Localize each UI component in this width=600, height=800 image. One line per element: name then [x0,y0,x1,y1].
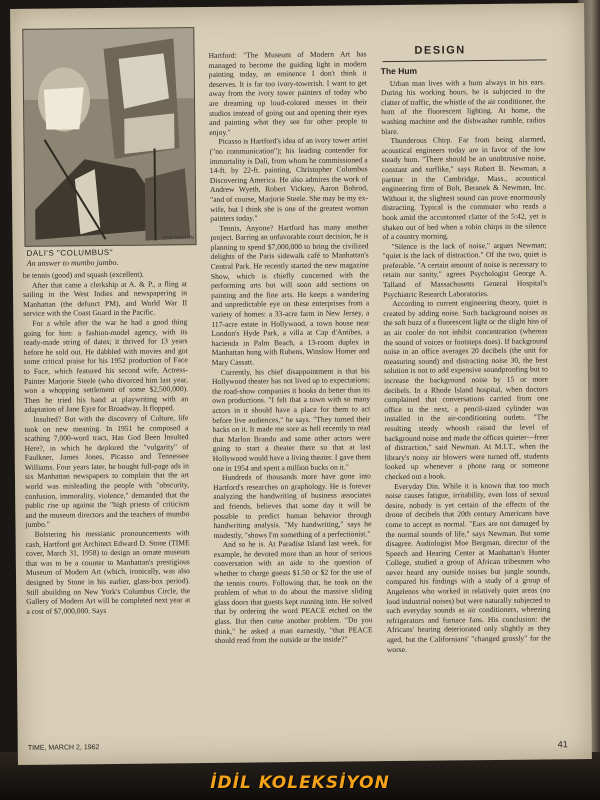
paragraph: Currently, his chief disappointment is that his Hollywood theater has not lived up to expectations; the road-show companies it books do better than its own productions. "I felt that a town with so many actors in it should have a place for them to act before live audiences," he says. "They turned their backs on it. It made me sore as hell recently to read that Marlon Brando and some other actors were going to start a theater there so that at last Hollywood would have a living theater. I gave them one in 1954 and spent a million bucks on it." [211,365,371,473]
dali-columbus-painting [22,27,196,247]
watermark-text: İDİL KOLEKSİYON [210,773,390,793]
column-2 [209,49,373,645]
section-rule [383,59,547,62]
paragraph: Picasso is Hartford's idea of an ivory tower artist ("no communication"); his leading contender for immortality is Dali, from whom he commissioned a 14-ft. by 22-ft. painting, Christopher Columbus Discovering America. He also admires the work of Andrew Wyeth, Robert Vickrey, Aaron Bohrod, "and of course, Marjorie Steele. She may be my ex-wife, but I think she is one of the greatest woman painters today." [209,135,369,224]
art-credit: DON MARTIN [162,235,195,242]
paragraph: Urban man lives with a hum always in his ears. During his working hours, he is subjected to the clatter of traffic, the whistle of the air conditioner, the hum of the fluorescent lighting. At home, the washing machine and the dishwasher rumble, radios blare. [380,77,546,136]
image-caption-title: DALI'S "COLUMBUS" [26,247,114,258]
paragraph: Tennis, Anyone? Hartford has many another project. Barring an unfavorable court decision, he is planning to spend $7,000,000 to bring the civilized delights of the Paris sidewalk café to Manhattan's Central Park. He recently started the new magazine Show, which is chiefly concerned with the performing arts but will soon add sections on painting and the fine arts. He keeps a wandering and unpredictable eye on these enterprises from a variety of homes: a 33-acre farm in New Jersey, a 117-acre estate in Hollywood, a town house near London's Hyde Park, a villa at Cap d'Antibes, a hacienda in Palm Beach, a 13-room duplex in Manhattan hung with Rubens, Winslow Homer and Mary Cassatt. [210,221,370,367]
footer-date: TIME, MARCH 2, 1962 [27,744,100,752]
painting-illustration [23,28,195,246]
paragraph: According to current engineering theory, quiet is created by adding noise. Such background noises as the soft buzz of a fluorescent light or the slight hiss of an air cooler do not inhibit concentration (whereas the sound of voices or footsteps does). If background noise in an office averages 20 decibels (the unit for measuring sound) and distracting noise 30, the best solution is not to add expensive soundproofing but to increase the background noise by 15 or more decibels. In a Rhode Island hospital, when doctors complained that conversations carried from one office to the next, a pencil-sized cylinder was installed in the air-conditioning outlets. "The resulting steady whoosh raised the level of background noise and made the offices quieter—freer of distraction," said Newman. At M.I.T., when the library's noisy air blowers were turned off, students looked up whenever a phone rang or someone checked out a book. [383,297,549,482]
paragraph: For a while after the war he had a good thing going for him: a fashion-model agency, with its ready-made string of dates; it thrived for 13 years before he sold out. He dabbled with movies and got some critical praise for his 1952 production of Face to Face, which featured his second wife, Actress-Painter Marjorie Steele (who divorced him last year, won a whopping settlement of some $2,500,000). Then he tried his hand at playwriting with an adaptation of Jane Eyre for Broadway. It flopped. [23,317,189,415]
paragraph: be tennis (good) and squash (excellent). [22,269,144,280]
article-title: The Hum [380,65,418,77]
paragraph: Thunderous Chirp. Far from being alarmed, acoustical engineers today are in favor of the low steady hum. "There should be an unobtrusive noise, constant and surflike," says Robert B. Newman, a partner in the Cambridge, Mass., acoustical engineering firm of Bolt, Beranek & Newman, Inc. Without it, the slightest sound can prove enormously distracting. Typical is the commuter who reads a book amid the accustomed clatter of the 5:42, yet is shaken out of bed when a robin chirps in the silence of a country morning. [381,134,547,242]
section-heading: DESIGN [414,44,466,57]
column-1 [23,269,191,616]
page-number: 41 [557,739,568,750]
page-footer [27,739,568,752]
image-caption-subtitle: An answer to mumbo jumbo. [26,257,119,268]
paragraph: Bolstering his messianic pronouncements with cash, Hartford got Architect Edward D. Stone (TIME cover, March 31, 1958) to design an ornate museum that was to be a counter to Manhattan's prestigious Museum of Modern Art (which, ironically, was also designed by Stone in his earlier, glass-box period). Still abuilding on New York's Columbus Circle, the Gallery of Modern Art will be completed next year at a cost of $7,000,000. Says [25,528,191,616]
column-3 [381,65,551,654]
paragraph: "Silence is the lack of noise," argues Newman; "quiet is the lack of distraction." Of the two, quiet is preferable. "A certain amount of noise is necessary to retain our sanity," agrees Psychologist George A. Talland of Massachusetts General Hospital's Psychiatric Research Laboratories. [382,240,548,299]
paragraph: Insulted? But with the discovery of Culture, life took on new meaning. In 1951 he composed a scathing 7,000-word tract, Has God Been Insulted Here?, in which he deplored the "vulgarity" of Faulkner, James Jones, Picasso and Tennessee Williams. Four years later, he bought full-page ads in six Manhattan newspapers to complain that the art world was misleading the people with "obscurity, confusion, immorality, violence," demanded that the public rise up against the "high priests of criticism and the museum directors and the teachers of mumbo jumbo." [24,413,190,530]
paragraph: Hundreds of thousands more have gone into Hartford's researches on graphology. He is forever analyzing the handwriting of business associates and friends, believes that some day it will be possible to predict human behavior through handwriting analysis. "My handwriting," says he modestly, "shows I'm something of a perfectionist." [213,471,372,540]
paragraph: And so he is. At Paradise Island last week, for example, he devoted more than an hour of serious conversation with an aide to the question of whether to charge guests $1.50 or $2 for the use of the tennis courts. Following that, he took on the problem of what to do about the massive sliding glass doors that guests kept running into. He solved that by ordering the word PEACE etched on the glass. But then came another problem. "Do you think," he asked a man earnestly, "that PEACE should read from the outside or the inside?" [213,538,373,646]
paragraph: Hartford: "The Museum of Modern Art has managed to become the guiding light in modern painting today, an eminence I don't think it deserves. It is far too ivory-towerish. I want to get away from the ivory tower painters of today who are dreaming up loud-colored messes in their studios instead of going out and opening their eyes and painting what they see for other people to enjoy." [208,49,368,137]
magazine-page [10,3,592,765]
paragraph: Everyday Din. While it is known that too much noise causes fatigue, irritability, even loss of sexual desire, nobody is yet certain of the effects of the drone of decibels that 20th century Americans have come to accept as normal. "Ears are not damaged by the normal sounds of life," says Newman. But some disagree. Audiologist Moe Bergman, director of the Speech and Hearing Center at Manhattan's Hunter College, studied a group of African tribesmen who never heard any outside noises but jungle sounds, compared his findings with a study of a group of Angelenos who worked in relatively quiet areas (no loud industrial noises) but were naturally subjected to such everyday sounds as air conditioners, wheezing refrigerators and furnace fans. His conclusion: the Africans' hearing deteriorated only slightly as they aged, but the Californians' "changed grossly" for the worse. [385,479,551,654]
paragraph: After that came a clerkship at A. & P., a fling at sailing in the West Indies and newspapering in Manhattan (the defunct PM), and World War II service with the Coast Guard in the Pacific. [23,278,188,319]
